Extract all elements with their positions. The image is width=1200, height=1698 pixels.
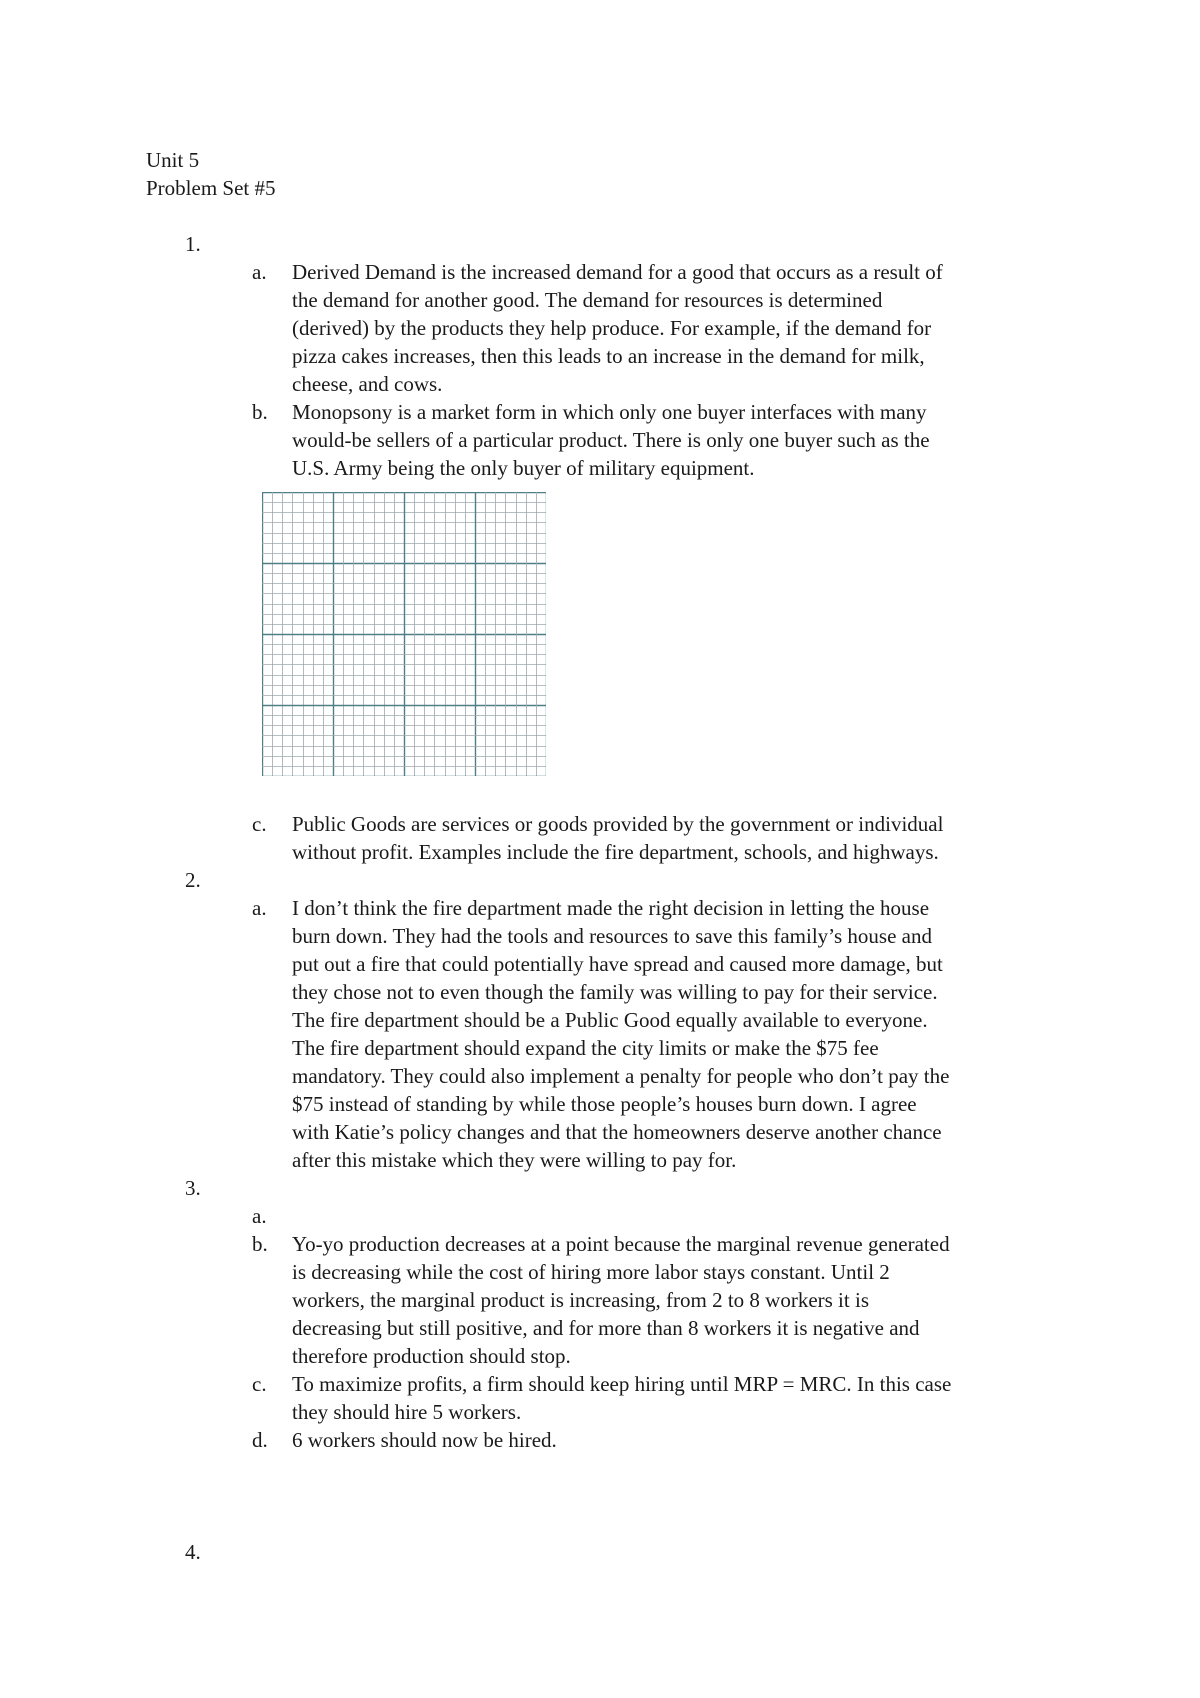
answer-letter: b. [252, 400, 268, 424]
answer-text: Yo-yo production decreases at a point because the marginal revenue generated is decreasing while the cost of hiring more labor stays constant. Until 2 workers, the marginal product is increasing, from 2 to 8 workers it is decreasing but still positive, and for more than 8 workers it is negative and therefore production should stop. [292, 1232, 950, 1368]
answer-letter: c. [252, 1372, 267, 1396]
answer-text: Public Goods are services or goods provided by the government or individual without profit. Examples include the fire department, schools, and highways. [292, 812, 944, 864]
answer-3c [252, 1370, 1082, 1426]
answer-2a [252, 894, 1082, 1174]
answer-text: I don’t think the fire department made the right decision in letting the house burn down. They had the tools and resources to save this family’s house and put out a fire that could potentially have spread and caused more damage, but they chose not to even though the family was willing to pay for their service. The fire department should be a Public Good equally available to everyone. The fire department should expand the city limits or make the $75 fee mandatory. They could also implement a penalty for people who don’t pay the $75 instead of standing by while those people’s houses burn down. I agree with Katie’s policy changes and that the homeowners deserve another chance after this mistake which they were willing to pay for. [292, 896, 950, 1172]
answer-1a [252, 258, 1082, 398]
answer-1c [252, 810, 1082, 866]
question-number-4: 4. [185, 1540, 201, 1564]
answer-text: To maximize profits, a firm should keep hiring until MRP = MRC. In this case they should hire 5 workers. [292, 1372, 952, 1424]
answer-3d [252, 1426, 1082, 1454]
unit-title: Unit 5 [146, 148, 200, 172]
answer-letter: d. [252, 1428, 268, 1452]
answer-letter: c. [252, 812, 267, 836]
answer-text: 6 workers should now be hired. [292, 1428, 557, 1452]
answer-letter: a. [252, 1204, 267, 1228]
question-number-2: 2. [185, 868, 201, 892]
answer-letter: b. [252, 1232, 268, 1256]
question-number-1: 1. [185, 232, 201, 256]
problem-set-title: Problem Set #5 [146, 176, 276, 200]
graph-paper-grid [262, 492, 546, 776]
answer-3b [252, 1230, 1082, 1370]
answer-text: Derived Demand is the increased demand for a good that occurs as a result of the demand for another good. The demand for resources is determined (derived) by the products they help produce. For example, if the demand for pizza cakes increases, then this leads to an increase in the demand for milk, cheese, and cows. [292, 260, 943, 396]
answer-letter: a. [252, 896, 267, 920]
answer-letter: a. [252, 260, 267, 284]
answer-1b [252, 398, 1082, 482]
answer-text: Monopsony is a market form in which only one buyer interfaces with many would-be sellers of a particular product. There is only one buyer such as the U.S. Army being the only buyer of military equipment. [292, 400, 930, 480]
question-number-3: 3. [185, 1176, 201, 1200]
